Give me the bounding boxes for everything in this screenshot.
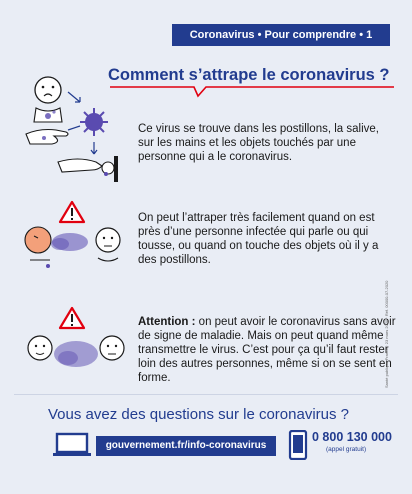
- hand-icon: [26, 130, 68, 145]
- phone-icon: [288, 430, 308, 460]
- paragraph-virus-location: Ce virus se trouve dans les postillons, la salive, sur les mains et les objets touchés par une personne qui a le coronavirus.: [138, 123, 379, 163]
- laptop-icon: [52, 432, 92, 458]
- paragraph-attention: [138, 315, 396, 385]
- person-icon: [100, 336, 124, 360]
- virus-icon: [80, 108, 108, 136]
- person-icon: [28, 336, 52, 360]
- attention-text: on peut avoir le coronavirus sans avoir de signe de maladie. Mais on peut quand même transmettre le virus. C’est pour ça qu’il faut rester loin des autres personnes, même si on se sent en forme.: [138, 316, 396, 384]
- asymptomatic-illustration: [20, 306, 132, 388]
- divider: [14, 394, 398, 395]
- header-tag: Coronavirus • Pour comprendre • 1: [172, 24, 390, 46]
- attention-label: Attention :: [138, 316, 196, 328]
- hotline-number[interactable]: 0 800 130 000: [312, 430, 392, 444]
- hotline-note: (appel gratuit): [326, 446, 367, 453]
- footer-question: Vous avez des questions sur le coronavirus ?: [48, 406, 350, 423]
- doorknob-hand-icon: [58, 156, 118, 182]
- person-with-virus-icon: [34, 77, 62, 122]
- warning-icon: [60, 202, 84, 222]
- side-credit: Santé publique France · 23 mars 2020 · Réf. 00000-07-2020: [384, 280, 389, 388]
- coughing-person-icon: [25, 227, 51, 260]
- person-icon: [96, 228, 120, 261]
- cough-illustration: [20, 200, 132, 280]
- virus-spread-illustration: [22, 70, 132, 188]
- paragraph-how-infected: On peut l’attraper très facilement quand on est près d’une personne infectée qui parle ou qui tousse, ou quand on touche des objets où il y a des postillons.: [138, 212, 379, 266]
- website-link[interactable]: gouvernement.fr/info-coronavirus: [96, 436, 276, 456]
- warning-icon: [60, 308, 84, 328]
- page-title: Comment s’attrape le coronavirus ?: [108, 66, 390, 84]
- title-underline: [110, 86, 394, 98]
